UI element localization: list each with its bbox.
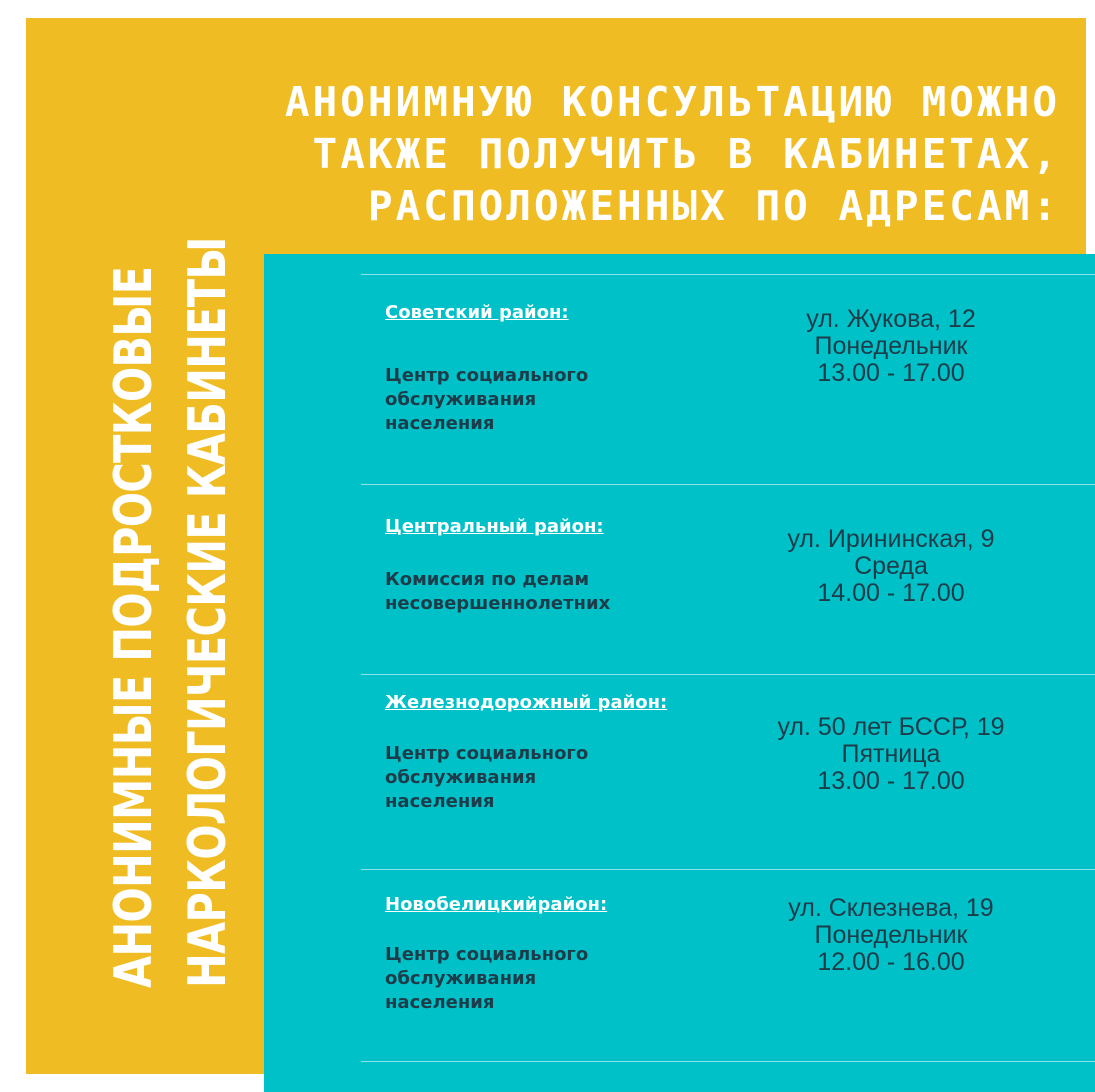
district-label: Новобелицкийрайон: (385, 894, 608, 915)
vertical-title-line-2: НАРКОЛОГИЧЕСКИЕ КАБИНЕТЫ (178, 237, 238, 988)
row-divider (361, 1061, 1095, 1062)
hours-text: 12.00 - 16.00 (817, 948, 965, 976)
district-label: Железнодорожный район: (385, 692, 668, 713)
vertical-title-line-1: АНОНИМНЫЕ ПОДРОСТКОВЫЕ (104, 266, 164, 988)
day-text: Пятница (841, 740, 941, 768)
heading-line-2: ТАКЖЕ ПОЛУЧИТЬ В КАБИНЕТАХ, (312, 130, 1060, 178)
day-text: Среда (854, 552, 928, 580)
hours-text: 14.00 - 17.00 (817, 579, 965, 607)
cabinet-row-zheleznodorozhny (361, 674, 1095, 869)
schedule-info (721, 306, 1061, 387)
district-label: Советский район: (385, 302, 569, 323)
organization-label: Комиссия по делам несовершеннолетних (385, 569, 611, 614)
poster-card (26, 18, 1086, 1074)
schedule-info (721, 895, 1061, 976)
hours-text: 13.00 - 17.00 (817, 359, 965, 387)
schedule-info (721, 526, 1061, 607)
cabinet-row-novobelitsky (361, 869, 1095, 1061)
address-text: ул. Ирининская, 9 (787, 525, 995, 553)
address-text: ул. 50 лет БССР, 19 (777, 713, 1005, 741)
day-text: Понедельник (814, 332, 968, 360)
address-text: ул. Склезнева, 19 (788, 894, 994, 922)
heading-line-1: АНОНИМНУЮ КОНСУЛЬТАЦИЮ МОЖНО (284, 78, 1060, 126)
organization-label: Центр социального обслуживания населения (385, 743, 589, 812)
cabinet-row-centralny (361, 484, 1095, 674)
page-heading (240, 76, 1060, 232)
vertical-title (96, 128, 246, 998)
hours-text: 13.00 - 17.00 (817, 767, 965, 795)
schedule-info (721, 714, 1061, 795)
address-text: ул. Жукова, 12 (806, 305, 976, 333)
day-text: Понедельник (814, 921, 968, 949)
organization-label: Центр социального обслуживания населения (385, 944, 589, 1013)
organization-label: Центр социального обслуживания населения (385, 365, 589, 434)
cabinet-row-sovetsky (361, 274, 1095, 484)
district-label: Центральный район: (385, 516, 604, 537)
addresses-panel (264, 254, 1095, 1092)
heading-line-3: РАСПОЛОЖЕННЫХ ПО АДРЕСАМ: (367, 182, 1060, 230)
